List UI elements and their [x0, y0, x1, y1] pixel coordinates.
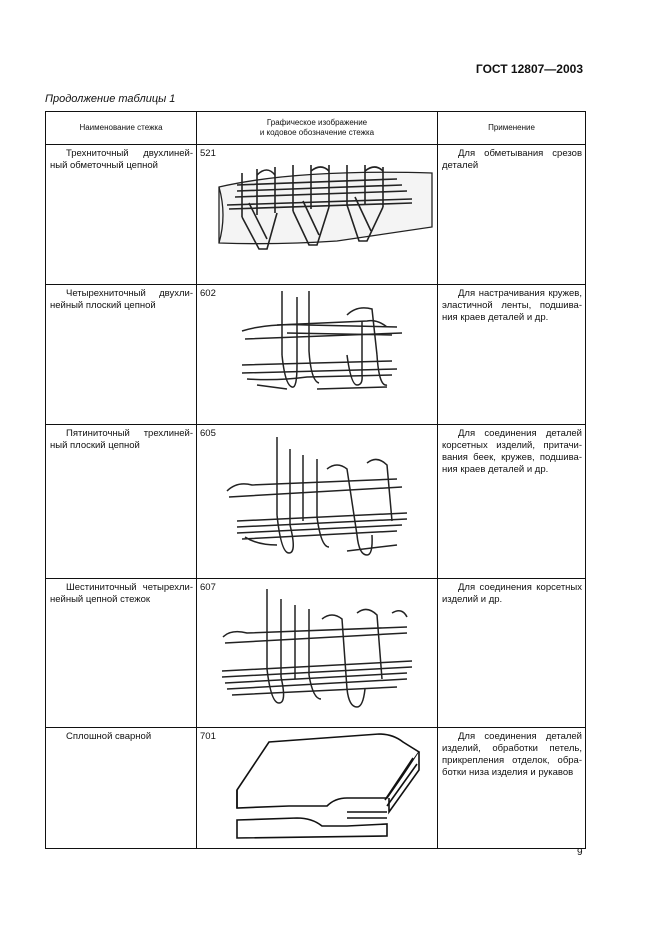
table-caption: Продолжение таблицы 1 — [45, 93, 176, 105]
application-text: Для соединения деталей корсетных изделий, притачи-вания беек, кружев, подшива-ния краев деталей и др. — [442, 428, 582, 475]
stitch-name: Четырехниточный двухли-нейный плоский цепной — [50, 288, 193, 311]
application-text: Для соединения деталей изделий, обработки петель, прикрепления отделок, обра-ботки низа изделия и рукавов — [442, 731, 582, 778]
table-row — [46, 425, 586, 579]
application-cell — [438, 579, 586, 728]
column-header-application: Применение — [438, 112, 586, 145]
four-line-chain-stitch-illustration — [197, 579, 438, 724]
stitch-image-cell — [197, 728, 438, 849]
welded-seam-illustration — [197, 728, 438, 845]
application-cell — [438, 145, 586, 285]
stitch-name-cell — [46, 728, 197, 849]
overedge-stitch-illustration — [197, 145, 438, 281]
stitch-image-cell — [197, 285, 438, 425]
stitch-name: Пятиниточный трехлиней-ный плоский цепной — [50, 428, 193, 451]
application-cell — [438, 425, 586, 579]
table-row — [46, 728, 586, 849]
stitch-name-cell — [46, 425, 197, 579]
table-row — [46, 579, 586, 728]
three-line-chain-stitch-illustration — [197, 425, 438, 575]
application-text: Для соединения корсетных изделий и др. — [442, 582, 582, 605]
stitch-image-cell — [197, 579, 438, 728]
column-header-image: Графическое изображение и кодовое обозначение стежка — [197, 112, 438, 145]
page-number: 9 — [577, 847, 583, 858]
flat-chain-stitch-illustration — [197, 285, 438, 421]
table-row — [46, 285, 586, 425]
stitch-image-cell — [197, 425, 438, 579]
stitch-code: 607 — [200, 582, 216, 593]
stitch-name: Сплошной сварной — [66, 731, 152, 742]
column-header-name: Наименование стежка — [46, 112, 197, 145]
stitch-name-cell — [46, 145, 197, 285]
stitch-name: Трехниточный двухлиней-ный обметочный цепной — [50, 148, 193, 171]
stitch-code: 701 — [200, 731, 216, 742]
application-text: Для настрачивания кружев, эластичной ленты, подшива-ния краев деталей и др. — [442, 288, 582, 323]
stitch-image-cell — [197, 145, 438, 285]
stitch-table — [45, 111, 586, 849]
table-row — [46, 145, 586, 285]
stitch-code: 521 — [200, 148, 216, 159]
table-header-row — [46, 112, 586, 145]
application-cell — [438, 728, 586, 849]
stitch-name: Шестиниточный четырехли-нейный цепной стежок — [50, 582, 193, 605]
stitch-code: 602 — [200, 288, 216, 299]
application-text: Для обметывания срезов деталей — [442, 148, 582, 171]
application-cell — [438, 285, 586, 425]
stitch-code: 605 — [200, 428, 216, 439]
stitch-name-cell — [46, 285, 197, 425]
stitch-name-cell — [46, 579, 197, 728]
document-code: ГОСТ 12807—2003 — [475, 62, 583, 76]
